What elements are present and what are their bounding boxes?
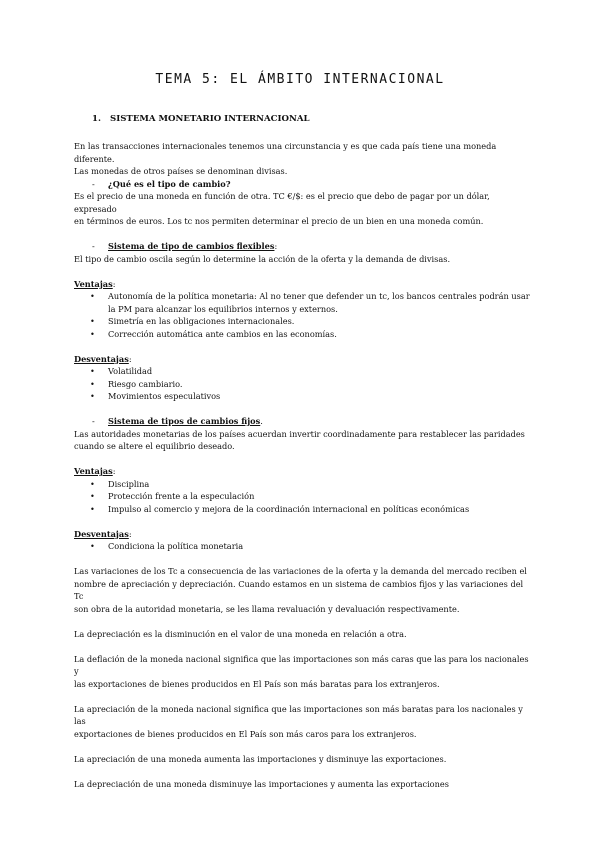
subheading-text: Sistema de tipo de cambios flexibles bbox=[108, 241, 275, 251]
desventajas-label: Desventajas: bbox=[74, 353, 132, 364]
ventajas-label: Ventajas: bbox=[74, 466, 116, 476]
flexibles-description: El tipo de cambio oscila según lo determine la acción de la oferta y la demanda de divisas. bbox=[74, 253, 451, 264]
list-item: • Riesgo cambiario. bbox=[74, 378, 530, 391]
list-item: • Condiciona la política monetaria bbox=[74, 540, 530, 553]
list-item: • Disciplina bbox=[74, 478, 530, 491]
subheading-flexibles: - Sistema de tipo de cambios flexibles: bbox=[92, 241, 278, 251]
intro-line: En las transacciones internacionales tenemos una circunstancia y es que cada país tiene una moneda diferente. bbox=[74, 141, 497, 164]
dash-marker: - bbox=[92, 241, 95, 251]
paragraph-line: Las variaciones de los Tc a consecuencia de las variaciones de la oferta y la demanda del mercado reciben el bbox=[74, 566, 527, 576]
paragraph-line: La depreciación es la disminución en el valor de una moneda en relación a otra. bbox=[74, 628, 407, 639]
subheading-fijos: - Sistema de tipos de cambios fijos. bbox=[92, 416, 263, 426]
paragraph-line: son obra de la autoridad monetaria, se les llama revaluación y devaluación respectivamente. bbox=[74, 603, 460, 614]
paragraph-line: La depreciación de una moneda disminuye las importaciones y aumenta las exportaciones bbox=[74, 778, 449, 789]
list-item: • Autonomía de la política monetaria: Al no tener que defender un tc, los bancos centrales podrán usar la PM para alcanzar los equilibrios internos y externos. bbox=[74, 290, 530, 315]
paragraph-line: exportaciones de bienes producidos en El País son más caros para los extranjeros. bbox=[74, 728, 417, 739]
paragraph-line: las exportaciones de bienes producidos en El País son más baratas para los extranjeros. bbox=[74, 678, 440, 689]
intro-line: Las monedas de otros países se denominan divisas. bbox=[74, 166, 288, 176]
fijos-description: cuando se altere el equilibrio deseado. bbox=[74, 441, 235, 451]
list-item: • Impulso al comercio y mejora de la coordinación internacional en políticas económicas bbox=[74, 503, 530, 516]
fijos-description: Las autoridades monetarias de los países acuerdan invertir coordinadamente para restablecer las paridades bbox=[74, 428, 525, 439]
list-item: • Protección frente a la especulación bbox=[74, 490, 530, 503]
page-title: TEMA 5: EL ÁMBITO INTERNACIONAL bbox=[155, 72, 445, 87]
list-item: • Volatilidad bbox=[74, 365, 530, 378]
subheading-text: ¿Qué es el tipo de cambio? bbox=[108, 178, 231, 189]
subheading-text: Sistema de tipos de cambios fijos bbox=[108, 416, 261, 426]
definition-line: Es el precio de una moneda en función de otra. TC €/$: es el precio que debo de pagar por un dólar, expresado bbox=[74, 191, 490, 214]
list-item: • Simetría en las obligaciones internacionales. bbox=[74, 315, 530, 328]
definition-line: en términos de euros. Los tc nos permiten determinar el precio de un bien en una moneda común. bbox=[74, 216, 484, 226]
section-title: SISTEMA MONETARIO INTERNACIONAL bbox=[110, 114, 310, 124]
ventajas-label: Ventajas: bbox=[74, 278, 116, 289]
document-body bbox=[74, 140, 530, 790]
desventajas-label: Desventajas: bbox=[74, 528, 132, 539]
list-item: • Corrección automática ante cambios en las economías. bbox=[74, 328, 530, 341]
paragraph-line: La deflación de la moneda nacional significa que las importaciones son más caras que las para los nacionales y bbox=[74, 653, 529, 676]
list-item: • Movimientos especulativos bbox=[74, 390, 530, 403]
subheading-tipo-cambio bbox=[92, 178, 530, 191]
section-heading bbox=[92, 114, 310, 124]
dash-marker: - bbox=[92, 178, 95, 189]
paragraph-line: La apreciación de la moneda nacional significa que las importaciones son más baratas para los nacionales y las bbox=[74, 703, 523, 726]
dash-marker: - bbox=[92, 416, 95, 426]
paragraph-line: nombre de apreciación y depreciación. Cuando estamos en un sistema de cambios fijos y las variaciones del Tc bbox=[74, 578, 524, 601]
section-number: 1. bbox=[92, 114, 101, 124]
paragraph-line: La apreciación de una moneda aumenta las importaciones y disminuye las exportaciones. bbox=[74, 753, 447, 764]
